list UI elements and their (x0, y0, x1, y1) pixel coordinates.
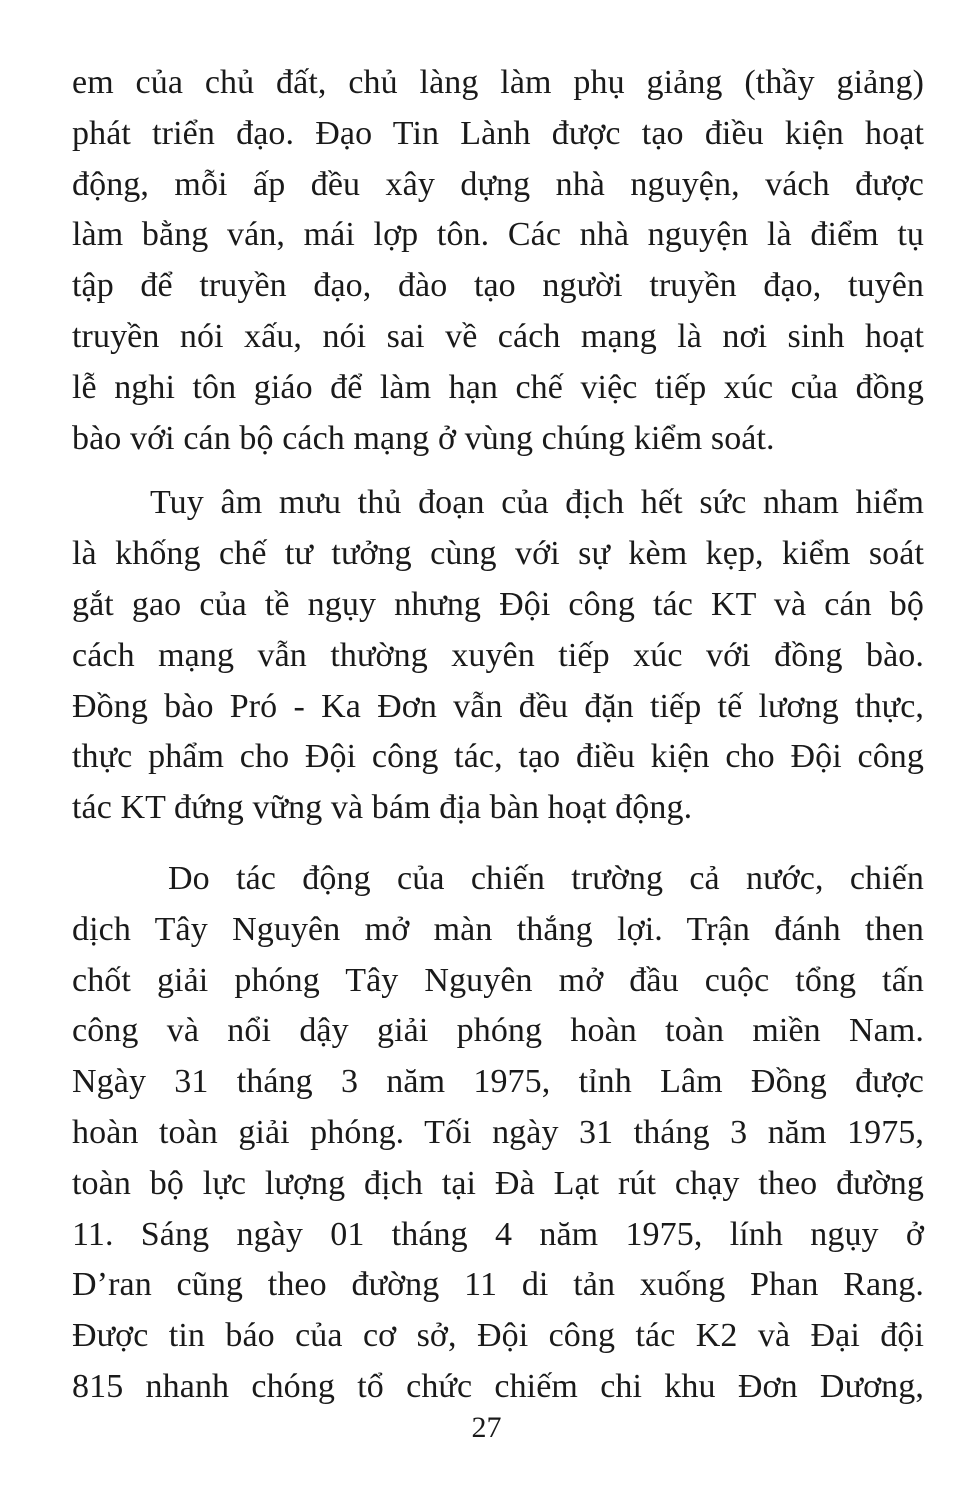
paragraph-1 (72, 58, 924, 464)
text-line: 11. Sáng ngày 01 tháng 4 năm 1975, lính ngụy ở (72, 1215, 924, 1253)
paragraph-3 (72, 854, 924, 1413)
text-line: D’ran cũng theo đường 11 di tản xuống Phan Rang. (72, 1266, 924, 1304)
page-body (72, 58, 924, 1413)
text-line: Đồng bào Pró - Ka Đơn vẫn đều đặn tiếp tế lương thực, (72, 687, 924, 725)
text-line: Do tác động của chiến trường cả nước, chiến (168, 859, 924, 897)
text-line: em của chủ đất, chủ làng làm phụ giảng (thầy giảng) (72, 64, 924, 101)
text-line: Ngày 31 tháng 3 năm 1975, tỉnh Lâm Đồng được (72, 1063, 924, 1101)
text-line: thực phẩm cho Đội công tác, tạo điều kiện cho Đội công (72, 738, 924, 776)
paragraph-2 (72, 478, 924, 834)
text-line: lễ nghi tôn giáo để làm hạn chế việc tiếp xúc của đồng (72, 368, 924, 406)
text-line: là khống chế tư tưởng cùng với sự kèm kẹp, kiểm soát (72, 535, 924, 573)
page-number: 27 (471, 1411, 502, 1444)
text-line: bào với cán bộ cách mạng ở vùng chúng kiểm soát. (72, 419, 775, 457)
text-line: chốt giải phóng Tây Nguyên mở đầu cuộc tổng tấn (72, 961, 924, 999)
text-line: 815 nhanh chóng tổ chức chiếm chi khu Đơn Dương, (72, 1367, 924, 1405)
text-line: cách mạng vẫn thường xuyên tiếp xúc với đồng bào. (72, 636, 924, 674)
text-line: công và nổi dậy giải phóng hoàn toàn miền Nam. (72, 1012, 924, 1050)
text-line: phát triển đạo. Đạo Tin Lành được tạo điều kiện hoạt (72, 114, 924, 152)
text-line: hoàn toàn giải phóng. Tối ngày 31 tháng 3 năm 1975, (72, 1113, 924, 1151)
text-line: động, mỗi ấp đều xây dựng nhà nguyện, vách được (72, 165, 924, 203)
text-line: Được tin báo của cơ sở, Đội công tác K2 và Đại đội (72, 1317, 924, 1355)
text-line: toàn bộ lực lượng địch tại Đà Lạt rút chạy theo đường (72, 1164, 924, 1202)
text-line: dịch Tây Nguyên mở màn thắng lợi. Trận đánh then (72, 910, 924, 948)
text-line: tập để truyền đạo, đào tạo người truyền đạo, tuyên (72, 267, 924, 305)
text-line: gắt gao của tề ngụy nhưng Đội công tác KT và cán bộ (72, 585, 924, 623)
text-line: làm bằng ván, mái lợp tôn. Các nhà nguyện là điểm tụ (72, 216, 924, 254)
text-line: truyền nói xấu, nói sai về cách mạng là nơi sinh hoạt (72, 317, 924, 355)
text-line: tác KT đứng vững và bám địa bàn hoạt động. (72, 789, 693, 827)
text-line: Tuy âm mưu thủ đoạn của địch hết sức nham hiểm (150, 484, 924, 522)
paragraph-spacer (72, 834, 924, 854)
paragraph-spacer (72, 464, 924, 478)
